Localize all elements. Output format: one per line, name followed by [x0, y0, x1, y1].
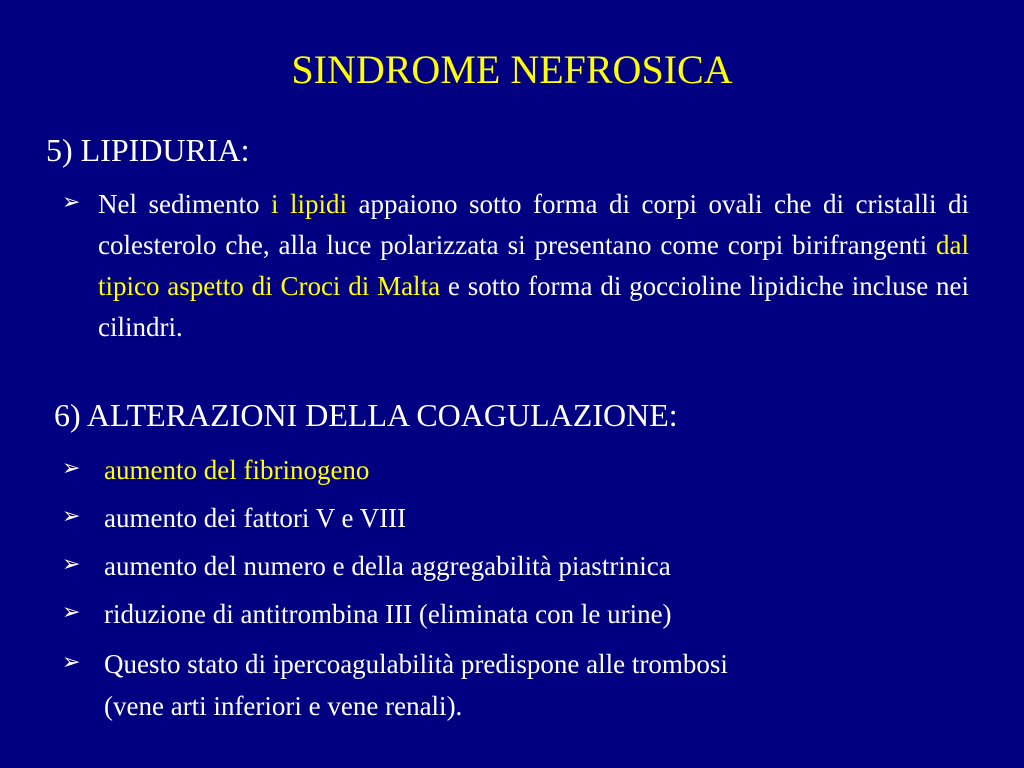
- list-item-piastrinica: aumento del numero e della aggregabilità piastrinica: [104, 551, 671, 581]
- arrowhead-bullet-icon: ➢: [62, 190, 81, 215]
- arrowhead-bullet-icon: ➢: [62, 552, 81, 577]
- section-5-heading: 5) LIPIDURIA:: [46, 132, 250, 168]
- paragraph-text-1: Nel sedimento: [98, 189, 271, 219]
- highlight-croci-di-malta: dal tipico aspetto di Croci di Malta: [98, 230, 969, 301]
- paragraph-text-3: e sotto forma di goccioline lipidiche incluse nei cilindri.: [98, 271, 970, 342]
- lipiduria-paragraph: [98, 184, 969, 348]
- arrowhead-bullet-icon: ➢: [62, 504, 81, 529]
- list-item-antitrombina: riduzione di antitrombina III (eliminata con le urine): [104, 599, 672, 629]
- list-item-trombosi: Questo stato di ipercoagulabilità predispone alle trombosi: [104, 649, 728, 679]
- highlight-lipidi: i lipidi: [271, 189, 348, 219]
- list-item-fibrinogeno: aumento del fibrinogeno: [104, 455, 370, 485]
- arrowhead-bullet-icon: ➢: [62, 650, 81, 675]
- list-item-fattori: aumento dei fattori V e VIII: [104, 503, 407, 533]
- section-6-heading: 6) ALTERAZIONI DELLA COAGULAZIONE:: [54, 397, 678, 433]
- arrowhead-bullet-icon: ➢: [62, 600, 81, 625]
- arrowhead-bullet-icon: ➢: [62, 456, 81, 481]
- paragraph-text-2: appaiono sotto forma di corpi ovali che di cristalli di colesterolo che, alla luce polarizzata si presentano come corpi birifrangenti: [98, 189, 970, 260]
- list-item-trombosi-continuation: (vene arti inferiori e vene renali).: [104, 691, 463, 721]
- slide-title: SINDROME NEFROSICA: [291, 47, 733, 92]
